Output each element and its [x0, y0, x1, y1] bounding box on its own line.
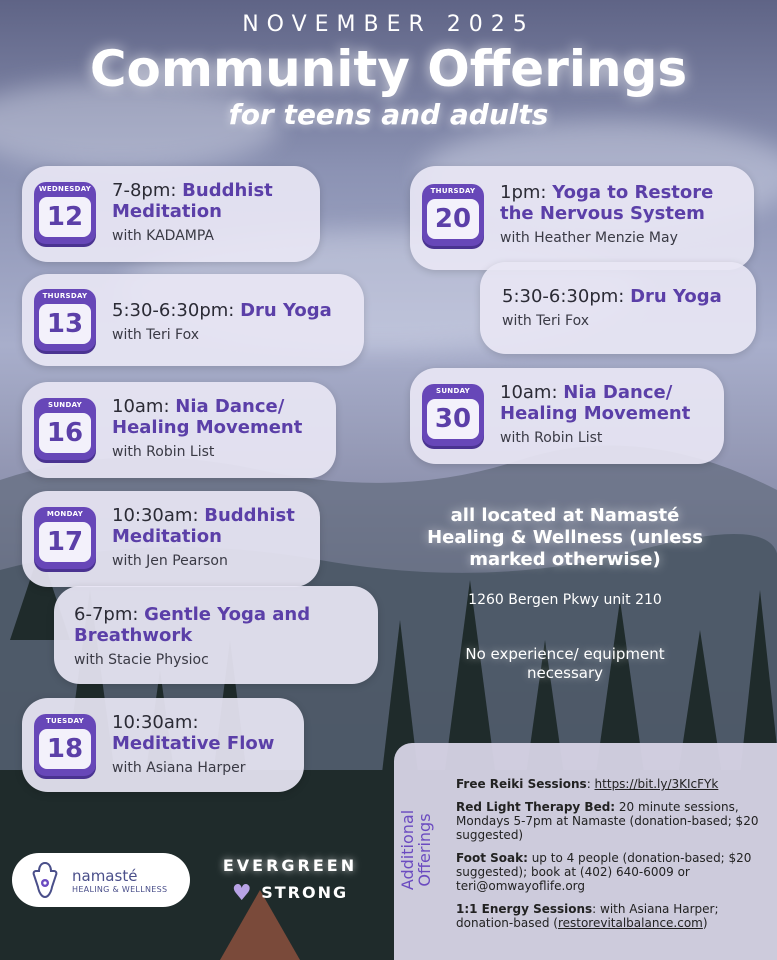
event-time: 10:30am:: [112, 712, 199, 733]
event-time: 10:30am:: [112, 505, 199, 526]
event-day: SUNDAY: [47, 401, 82, 409]
offering-text-end: ): [702, 916, 708, 930]
event-day: THURSDAY: [42, 292, 88, 300]
event-card[interactable]: [410, 368, 724, 464]
event-title: Meditative Flow: [112, 733, 275, 754]
event-day: TUESDAY: [45, 717, 84, 725]
event-date: 12: [39, 197, 91, 237]
event-host: with Robin List: [112, 444, 215, 460]
offering-link[interactable]: restorevitalbalance.com: [557, 916, 703, 930]
event-date: 18: [39, 729, 91, 769]
event-title: Dru Yoga: [240, 300, 332, 321]
namaste-brand: namasté: [72, 867, 138, 885]
offering-item: [456, 902, 762, 930]
event-card[interactable]: [22, 274, 364, 366]
additional-offerings-list: [456, 777, 762, 939]
event-title: Nia Dance/ Healing Movement: [500, 382, 691, 424]
calendar-date-icon: [34, 289, 96, 351]
offering-title: 1:1 Energy Sessions: [456, 902, 593, 916]
event-details: [112, 712, 292, 776]
location-text: all located at Namasté Healing & Wellness (unless marked otherwise): [427, 505, 703, 570]
event-date: 16: [39, 413, 91, 453]
event-day: SUNDAY: [435, 387, 470, 395]
event-date: 30: [427, 399, 479, 439]
event-time: 10am:: [500, 382, 558, 403]
event-host: with Heather Menzie May: [500, 230, 678, 246]
offering-link[interactable]: https://bit.ly/3KIcFYk: [594, 777, 719, 791]
event-host: with Robin List: [500, 430, 603, 446]
offering-title: Foot Soak:: [456, 851, 528, 865]
event-card[interactable]: [54, 586, 378, 684]
offering-item: [456, 800, 762, 842]
event-time: 1pm:: [500, 182, 547, 203]
event-date: 20: [427, 199, 479, 239]
experience-note: No experience/ equipment necessary: [465, 645, 665, 682]
namaste-logo[interactable]: [12, 853, 190, 907]
event-date: 17: [39, 522, 91, 562]
evergreen-strong-logo: [210, 856, 370, 906]
event-title: Nia Dance/ Healing Movement: [112, 396, 303, 438]
event-card[interactable]: [22, 166, 320, 262]
event-day: WEDNESDAY: [38, 185, 92, 193]
offering-text: :: [586, 777, 595, 791]
evergreen-line2-wrap: [210, 881, 370, 906]
event-details: [74, 604, 364, 668]
event-title: Buddhist Meditation: [112, 180, 273, 222]
event-day: THURSDAY: [430, 187, 476, 195]
event-host: with Jen Pearson: [112, 553, 228, 569]
event-card[interactable]: [22, 491, 320, 587]
event-details: [500, 182, 740, 246]
page-subtitle: for teens and adults: [228, 98, 549, 131]
heart-icon: ♥: [231, 881, 254, 906]
offering-title: Free Reiki Sessions: [456, 777, 587, 791]
event-details: [502, 286, 752, 329]
offering-text: : with Asiana Harper; donation-based (: [456, 902, 719, 930]
namaste-subtitle: HEALING & WELLNESS: [72, 885, 168, 894]
hamsa-hand-icon: [30, 861, 60, 899]
calendar-date-icon: [34, 398, 96, 460]
event-time: 7-8pm:: [112, 180, 177, 201]
offering-title: Red Light Therapy Bed:: [456, 800, 616, 814]
event-title: Buddhist Meditation: [112, 505, 295, 547]
event-card[interactable]: [480, 262, 756, 354]
event-day: MONDAY: [46, 510, 84, 518]
event-time: 5:30-6:30pm:: [112, 300, 235, 321]
event-host: with Teri Fox: [112, 327, 200, 343]
additional-offerings-panel: [394, 743, 777, 960]
event-title: Dru Yoga: [630, 286, 722, 307]
event-card[interactable]: [22, 382, 336, 478]
event-time: 5:30-6:30pm:: [502, 286, 625, 307]
calendar-date-icon: [34, 714, 96, 776]
calendar-date-icon: [34, 507, 96, 569]
offering-text: 20 minute sessions, Mondays 5-7pm at Namaste (donation-based; $20 suggested): [456, 800, 759, 842]
evergreen-line2: STRONG: [261, 883, 349, 902]
event-card[interactable]: [410, 166, 754, 270]
month-heading: NOVEMBER 2025: [242, 12, 535, 37]
calendar-date-icon: [422, 184, 484, 246]
event-date: 13: [39, 304, 91, 344]
offering-text: up to 4 people (donation-based; $20 suggested); book at (402) 640-6009 or teri@omwayoflife.org: [456, 851, 752, 893]
event-time: 6-7pm:: [74, 604, 139, 625]
calendar-date-icon: [34, 182, 96, 244]
location-address: 1260 Bergen Pkwy unit 210: [468, 592, 662, 608]
event-details: [112, 300, 362, 343]
calendar-date-icon: [422, 384, 484, 446]
event-host: with KADAMPA: [112, 228, 214, 244]
event-details: [500, 382, 715, 446]
event-details: [112, 180, 312, 244]
event-title: Gentle Yoga and Breathwork: [74, 604, 311, 646]
event-details: [112, 396, 327, 460]
offering-item: [456, 851, 762, 893]
event-details: [112, 505, 312, 569]
offering-item: [456, 777, 762, 791]
event-host: with Stacie Physioc: [74, 652, 209, 668]
evergreen-line1: EVERGREEN: [222, 856, 358, 875]
event-host: with Asiana Harper: [112, 760, 246, 776]
event-card[interactable]: [22, 698, 304, 792]
page-title: Community Offerings: [89, 40, 688, 98]
event-host: with Teri Fox: [502, 313, 590, 329]
additional-offerings-label: Additional Offerings: [398, 809, 434, 891]
event-time: 10am:: [112, 396, 170, 417]
event-title: Yoga to Restore the Nervous System: [500, 182, 714, 224]
